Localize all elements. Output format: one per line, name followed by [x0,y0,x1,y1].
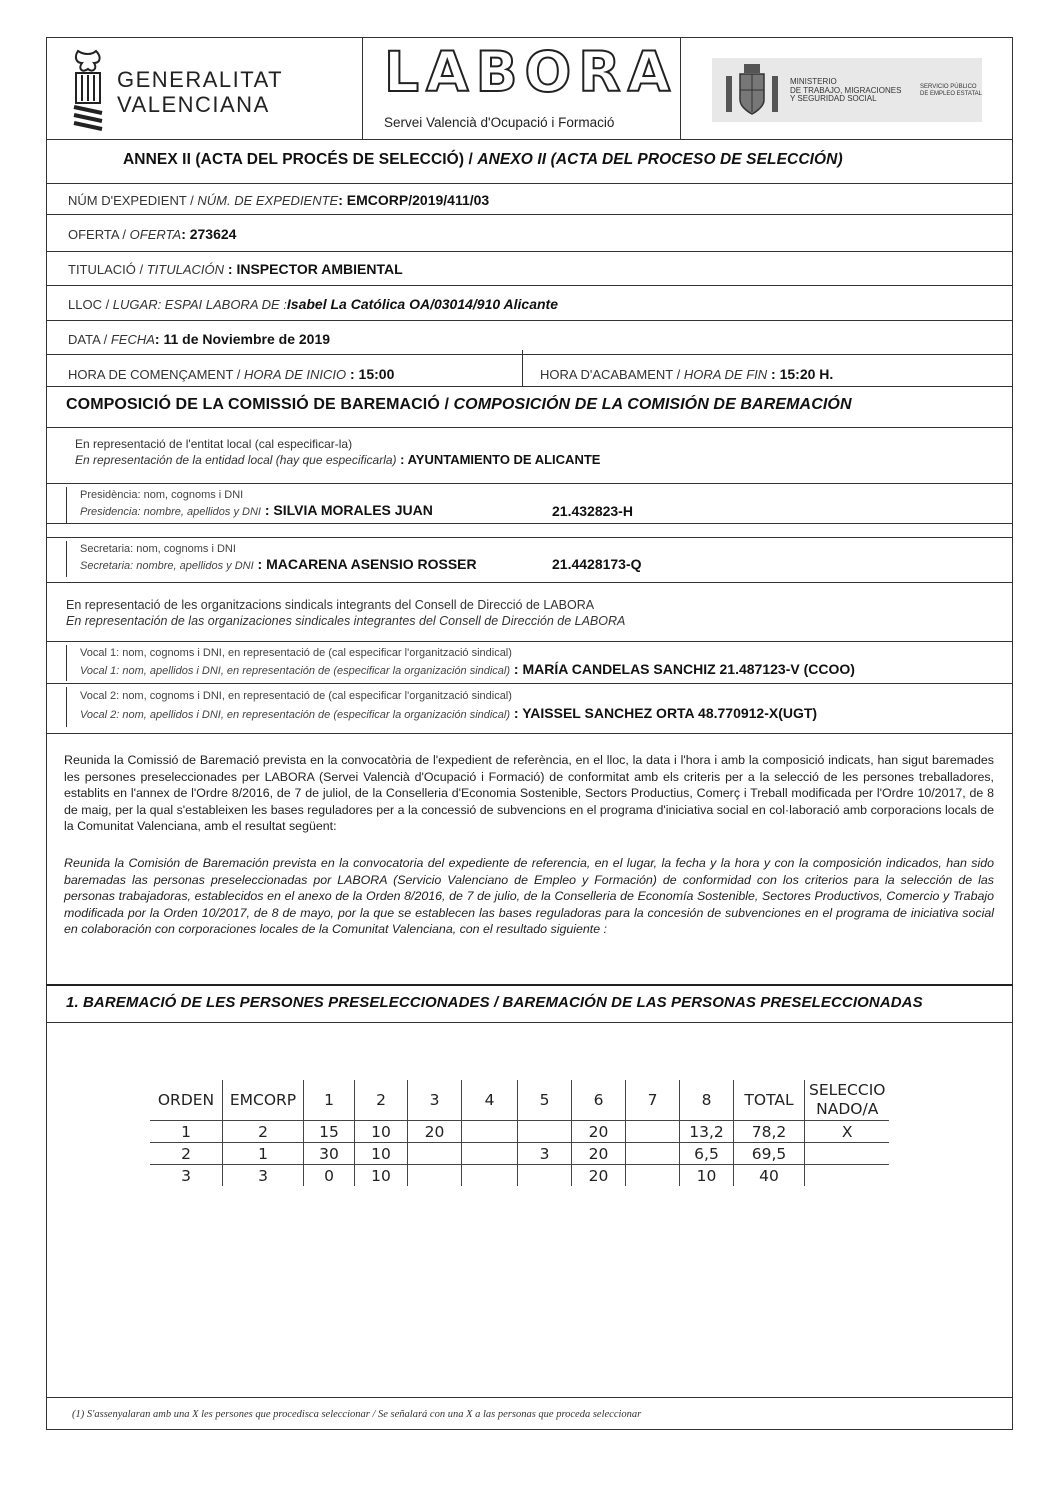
cell [626,1121,680,1143]
col-emcorp: EMCORP [223,1080,304,1121]
table-header-row [150,1080,889,1121]
cell: 15 [304,1121,355,1143]
col-1: 1 [304,1080,355,1121]
time-separator [522,350,523,386]
divider [46,183,1013,184]
col-total: TOTAL [734,1080,805,1121]
data-label-es: FECHA [110,332,155,347]
cell: 20 [572,1121,626,1143]
entity-value: : AYUNTAMIENTO DE ALICANTE [396,452,601,467]
vocal1-label: Vocal 1: nom, cognoms i DNI, en representació de (cal especificar l'organització sindical) [80,647,512,659]
cell [408,1143,462,1165]
lloc-row [68,296,558,314]
divider [46,386,1013,387]
divider [46,984,1013,986]
col-seleccionado-line2: NADO/A [816,1100,879,1118]
annex-title-val: ANNEX II (ACTA DEL PROCÉS DE SELECCIÓ) / [123,151,478,168]
scores-table [150,1080,889,1186]
sepe-name [920,84,982,98]
divider [46,139,1013,140]
spain-coat-of-arms-icon [722,62,782,118]
gva-line1: GENERALITAT [117,67,284,92]
cell [805,1165,890,1187]
cell [462,1165,518,1187]
cell: 10 [355,1165,408,1187]
col-8: 8 [680,1080,734,1121]
expedient-label: NÚM D'EXPEDIENT / [68,193,198,208]
titulacio-row [68,261,403,279]
cell: 3 [150,1165,223,1187]
divider [46,537,1013,538]
cell: 20 [572,1143,626,1165]
cell [805,1143,890,1165]
footnote: (1) S'assenyalaran amb una X les persones que procedisca seleccionar / Se señalará con una X a las personas que proceda seleccionar [72,1409,642,1420]
presidencia-label: Presidència: nom, cognoms i DNI [80,489,244,501]
box-marker [66,687,67,727]
cell: 20 [572,1165,626,1187]
sepe-line2: DE EMPLEO ESTATAL [920,91,983,97]
presidencia-dni: 21.432823-H [552,503,633,519]
lloc-value: Isabel La Católica OA/03014/910 Alicante [286,296,558,312]
cell: 1 [223,1143,304,1165]
oferta-label: OFERTA / [68,227,130,242]
labora-logo: LABORA [384,40,678,104]
cell: 30 [304,1143,355,1165]
lloc-label-es: LUGAR: ESPAI LABORA DE : [112,297,287,312]
col-4: 4 [462,1080,518,1121]
cell [518,1165,572,1187]
gva-logo [68,47,108,140]
annex-title [123,151,843,169]
entity-label-es: En representación de la entidad local (hay que especificarla) [75,453,397,467]
cell: X [805,1121,890,1143]
cell: 20 [408,1121,462,1143]
data-label: DATA / [68,332,111,347]
expedient-value: : EMCORP/2019/411/03 [338,192,490,208]
cell [462,1143,518,1165]
oferta-label-es: OFERTA [129,227,182,242]
secretaria-dni: 21.4428173-Q [552,556,642,572]
col-orden: ORDEN [157,1091,215,1109]
commission-title [66,396,852,414]
cell: 1 [150,1121,223,1143]
oferta-row [68,226,236,244]
titulacio-value: : INSPECTOR AMBIENTAL [224,261,403,277]
expedient-row [68,192,489,210]
secretaria-name: : MACARENA ASENSIO ROSSER [253,556,477,572]
cell: 2 [150,1143,223,1165]
ministry-logo [712,58,982,122]
cell [408,1165,462,1187]
table-row [150,1165,889,1187]
cell: 10 [355,1143,408,1165]
gva-wordmark [117,67,283,117]
cell [626,1143,680,1165]
labora-subtitle: Servei Valencià d'Ocupació i Formació [384,115,615,130]
ministry-line1: MINISTERIO [790,77,837,86]
cell: 10 [680,1165,734,1187]
divider [46,523,1013,524]
secretaria-label-es: Secretaria: nombre, apellidos y DNI [80,560,254,572]
divider [46,427,1013,428]
col-2: 2 [355,1080,408,1121]
presidencia-block [80,488,433,520]
divider [46,354,1013,355]
ministry-line2: DE TRABAJO, MIGRACIONES [790,85,902,95]
cell [626,1165,680,1187]
hora-inici-row [68,366,394,384]
hora-fi-row [540,366,833,384]
col-5: 5 [518,1080,572,1121]
expedient-label-es: NÚM. DE EXPEDIENTE [197,193,339,208]
titulacio-label-es: TITULACIÓN [146,262,225,277]
cell: 13,2 [680,1121,734,1143]
oferta-value: : 273624 [181,226,237,242]
secretaria-block [80,542,477,574]
sindicals-label: En representació de les organitzacions sindicals integrants del Consell de Direcció de LABORA [66,598,595,612]
entity-label: En representació de l'entitat local (cal especificar-la) [75,437,353,451]
divider [46,285,1013,286]
divider [46,1397,1013,1398]
hora-inici-value: : 15:00 [346,366,395,382]
cell: 2 [223,1121,304,1143]
gva-coat-of-arms-icon [68,47,108,135]
vocal2-block [80,688,817,724]
annex-title-es: ANEXO II (ACTA DEL PROCESO DE SELECCIÓN) [477,151,843,168]
secretaria-label: Secretaria: nom, cognoms i DNI [80,543,236,555]
divider [46,214,1013,215]
sepe-line1: SERVICIO PÚBLICO [920,84,977,90]
hora-inici-label: HORA DE COMENÇAMENT / [68,367,245,382]
section1-title: 1. BAREMACIÓ DE LES PERSONES PRESELECCIONADES / BAREMACIÓN DE LAS PERSONAS PRESELECCIONADAS [66,994,923,1011]
header-separator [680,37,681,139]
table-row [150,1121,889,1143]
box-marker [66,645,67,681]
cell: 0 [304,1165,355,1187]
cell: 6,5 [680,1143,734,1165]
header-separator [362,37,363,139]
divider [46,483,1013,484]
vocal2-value: : YAISSEL SANCHEZ ORTA 48.770912-X(UGT) [510,705,818,721]
paragraph-spanish: Reunida la Comisión de Baremación prevista en la convocatoria del expediente de referencia, en el lugar, la fecha y la hora y con la composición indicados, han sido baremadas las personas preseleccionadas por LABORA (Servicio Valenciano de Empleo y Formación) de conformidad con los criterios para la selección de las personas trabajadoras, establecidos en el anexo de la Orden 8/2016, de 7 de julio, de la Conselleria de Economía Sostenible, Sectores Productivos, Comercio y Trabajo modificada por la Orden 10/2017, de 8 de mayo, por la que se establecen las bases reguladoras para la concesión de subvenciones en el programa de iniciativa social en colaboración con corporaciones locales de la Comunitat Valenciana, con el resultado siguiente : [64,856,994,936]
divider [46,733,1013,734]
col-3: 3 [408,1080,462,1121]
ministry-name [790,78,901,104]
divider [46,582,1013,583]
sindicals-block [66,597,625,629]
table-row [150,1143,889,1165]
cell: 10 [355,1121,408,1143]
cell [462,1121,518,1143]
commission-title-val: COMPOSICIÓ DE LA COMISSIÓ DE BAREMACIÓ / [66,396,454,413]
divider [46,1022,1013,1023]
vocal1-value: : MARÍA CANDELAS SANCHIZ 21.487123-V (CCOO) [510,661,855,677]
col-seleccionado [805,1080,890,1121]
cell [518,1121,572,1143]
commission-title-es: COMPOSICIÓN DE LA COMISIÓN DE BAREMACIÓN [453,396,852,413]
box-marker [66,541,67,577]
gva-line2: VALENCIANA [117,92,270,117]
col-6: 6 [572,1080,626,1121]
presidencia-name: : SILVIA MORALES JUAN [260,502,433,518]
lloc-label: LLOC / [68,297,113,312]
cell: 3 [518,1143,572,1165]
entity-block [75,436,600,468]
sindicals-label-es: En representación de las organizaciones sindicales integrantes del Consell de Dirección de LABORA [66,614,626,628]
cell: 40 [734,1165,805,1187]
box-marker [66,487,67,523]
divider [46,683,1013,684]
hora-fi-value: : 15:20 H. [767,366,834,382]
divider [46,320,1013,321]
vocal1-block [80,645,855,679]
hora-fi-label: HORA D'ACABAMENT / [540,367,684,382]
col-7: 7 [626,1080,680,1121]
titulacio-label: TITULACIÓ / [68,262,147,277]
cell: 69,5 [734,1143,805,1165]
cell: 3 [223,1165,304,1187]
vocal2-label-es: Vocal 2: nom, apellidos i DNI, en representación de (especificar la organización sindical) [80,709,511,721]
col-seleccionado-line1: SELECCIO [809,1081,886,1099]
divider [46,641,1013,642]
presidencia-label-es: Presidencia: nombre, apellidos y DNI [80,506,261,518]
paragraph-valencian: Reunida la Comissió de Baremació prevista en la convocatòria de l'expedient de referència, en el lloc, la data i l'hora i amb la composició indicats, han sigut baremades les persones preseleccionades per LABORA (Servei Valencià d'Ocupació i Formació) de conformitat amb els criteris per a la selecció de les persones treballadores, establits en l'annex de l'Ordre 8/2016, de 7 de juliol, de la Conselleria d'Economia Sostenible, Sectors Productius, Comerç i Treball modificada per l'Ordre 10/2017, de 8 de maig, per la qual s'estableixen les bases reguladores per a la concessió de subvencions en el programa d'iniciativa social en col·laboració amb corporacions locals de la Comunitat Valenciana, amb el resultat següent: [64,753,994,833]
data-value: : 11 de Noviembre de 2019 [154,331,331,347]
hora-inici-label-es: HORA DE INICIO [244,367,347,382]
data-row [68,331,330,349]
divider [46,251,1013,252]
vocal2-label: Vocal 2: nom, cognoms i DNI, en representació de (cal especificar l'organització sindical) [80,690,512,702]
ministry-line3: Y SEGURIDAD SOCIAL [790,94,877,103]
vocal1-label-es: Vocal 1: nom, apellidos i DNI, en representación de (especificar la organización sindical) [80,665,511,677]
cell: 78,2 [734,1121,805,1143]
hora-fi-label-es: HORA DE FIN [683,367,768,382]
